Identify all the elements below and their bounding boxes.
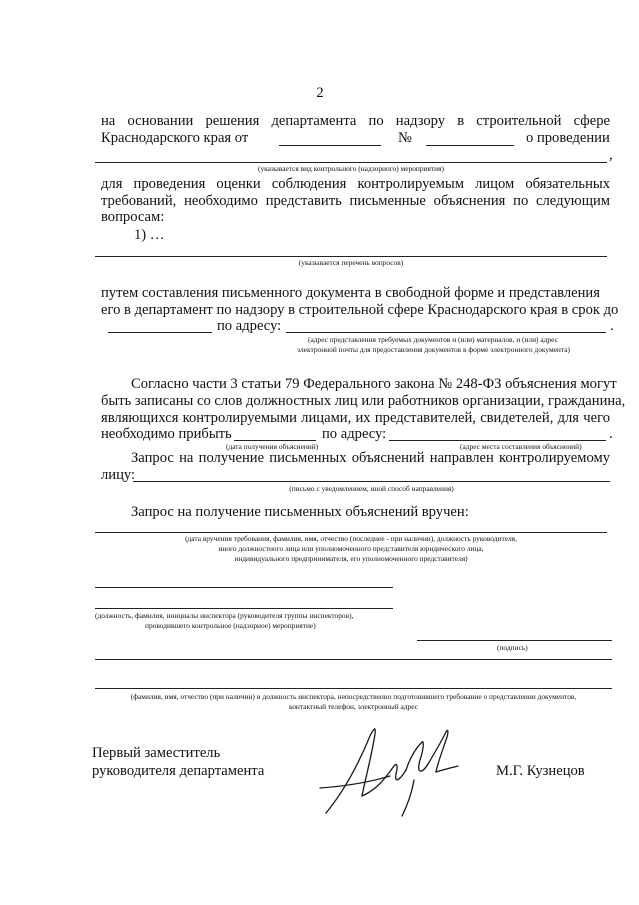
paragraph-request-sent-line-1: Запрос на получение письменных объяснений направлен контролируемому	[131, 450, 610, 466]
questions-field[interactable]	[95, 256, 607, 257]
sending-method-field[interactable]	[133, 481, 610, 482]
paragraph-submission-line-2: его в департамент по надзору в строительной сфере Краснодарского края в срок до	[101, 302, 619, 318]
paragraph-basis-line-2-end: о проведении	[526, 130, 610, 146]
paragraph-law-line-1: Согласно части 3 статьи 79 Федерального закона № 248-ФЗ объяснения могут	[131, 376, 617, 392]
preparer-line-2[interactable]	[95, 688, 612, 689]
paragraph-basis-line-2-start: Краснодарского края от	[101, 130, 249, 146]
paragraph-law-line-3: являющихся контролируемыми лицами, их представителей, свидетелей, для чего	[101, 410, 610, 426]
question-item-1: 1) …	[134, 227, 165, 243]
decision-date-field[interactable]	[279, 145, 381, 146]
paragraph-request-delivered: Запрос на получение письменных объяснений вручен:	[131, 504, 469, 520]
inspector-line-1[interactable]	[95, 587, 393, 588]
hint-submission-address-2: электронной почты для предоставления документов в форме электронного документа)	[297, 345, 570, 354]
preparer-line-1[interactable]	[95, 659, 612, 660]
hint-preparer-2: контактный телефон, электронный адрес	[289, 702, 418, 711]
paragraph-basis-line-1: на основании решения департамента по надзору в строительной сфере	[101, 113, 610, 129]
paragraph-submission-line-1: путем составления письменного документа в свободной форме и представления	[101, 285, 600, 301]
paragraph-law-line-2: быть записаны со слов должностных лиц или работников организации, гражданина,	[101, 393, 626, 409]
inspector-line-2[interactable]	[95, 608, 393, 609]
number-sign: №	[398, 130, 412, 146]
period: .	[610, 318, 614, 334]
submission-deadline-field[interactable]	[108, 332, 212, 333]
inspector-signature-field[interactable]	[417, 640, 612, 641]
comma: ,	[609, 147, 613, 163]
paragraph-purpose-line-3: вопросам:	[101, 209, 165, 225]
signatory-position-line-2: руководителя департамента	[92, 763, 265, 779]
paragraph-request-sent-line-2: лицу:	[101, 467, 136, 483]
hint-preparer-1: (фамилия, имя, отчество (при наличии) и должность инспектора, непосредственно подготовившего требование о представлении документов,	[130, 692, 577, 701]
page-number: 2	[316, 85, 324, 101]
signatory-name: М.Г. Кузнецов	[496, 763, 585, 779]
paragraph-purpose-line-2: требований, необходимо представить письменные объяснения по следующим	[101, 193, 610, 209]
hint-delivery-2: иного должностного лица или уполномоченного представителя юридического лица,	[218, 544, 484, 553]
explanation-date-field[interactable]	[234, 440, 316, 441]
paragraph-purpose-line-1: для проведения оценки соблюдения контролируемым лицом обязательных	[101, 176, 610, 192]
handwritten-signature	[318, 718, 468, 828]
hint-measure-type: (указывается вид контрольного (надзорного) мероприятия)	[258, 164, 444, 173]
signatory-position-line-1: Первый заместитель	[92, 745, 221, 761]
hint-explanation-place: (адрес места составления объяснений)	[460, 442, 582, 451]
hint-delivery-1: (дата вручения требования, фамилия, имя, отчество (последнее - при наличии), должность руководителя,	[185, 534, 517, 543]
paragraph-law-line-4-start: необходимо прибыть	[101, 426, 232, 442]
hint-signature: (подпись)	[497, 643, 528, 652]
hint-inspector-2: проводившего контрольное (надзорное) мероприятие)	[145, 621, 316, 630]
explanation-address-field[interactable]	[389, 440, 606, 441]
measure-type-field[interactable]	[95, 162, 607, 163]
submission-address-label: по адресу:	[217, 318, 282, 334]
explanation-address-label: по адресу:	[322, 426, 387, 442]
hint-delivery-3: индивидуального предпринимателя, его уполномоченного представителя)	[234, 554, 468, 563]
decision-number-field[interactable]	[426, 145, 514, 146]
submission-address-field[interactable]	[286, 332, 606, 333]
hint-inspector-1: (должность, фамилия, инициалы инспектора (руководителя группы инспекторов),	[95, 611, 354, 620]
hint-submission-address-1: (адрес представления требуемых документов и (или) материалов, и (или) адрес	[308, 335, 558, 344]
hint-sending-method: (письмо с уведомлением, иной способ направления)	[289, 484, 454, 493]
hint-questions: (указывается перечень вопросов)	[298, 258, 404, 267]
period: .	[609, 426, 613, 442]
delivery-details-field[interactable]	[95, 532, 607, 533]
hint-explanation-date: (дата получения объяснений)	[226, 442, 319, 451]
